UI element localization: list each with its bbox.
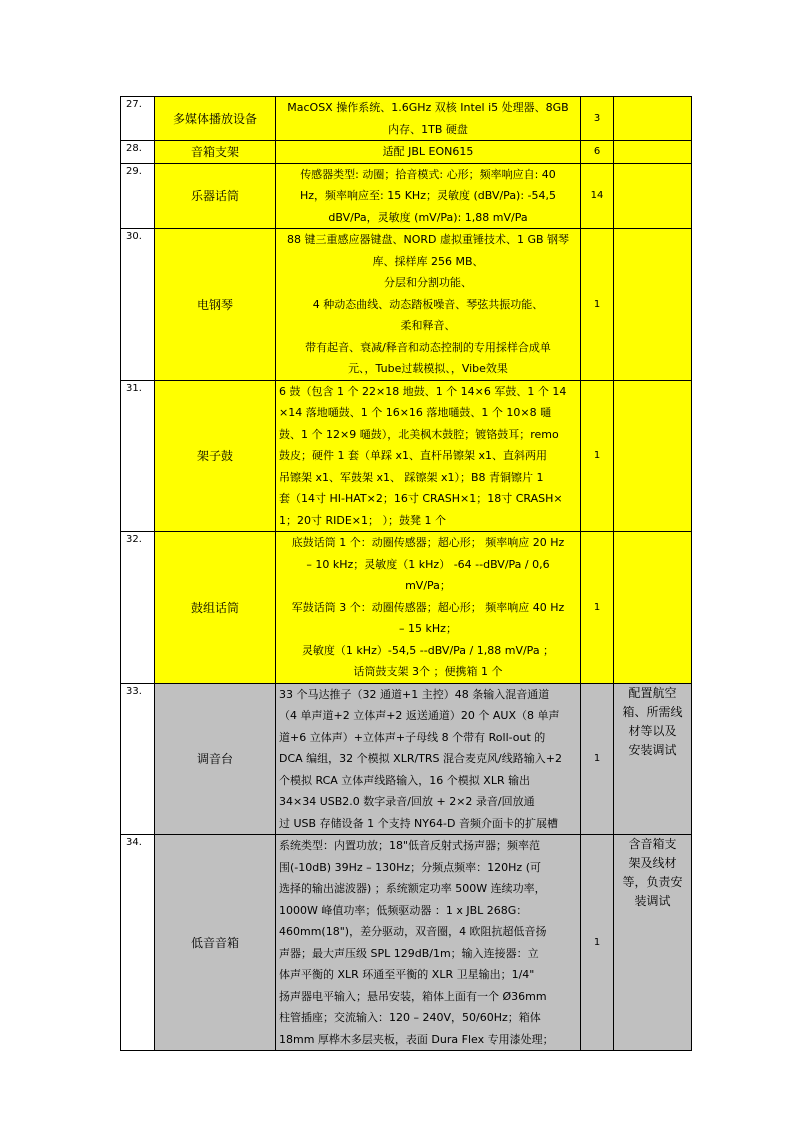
equipment-name: 多媒体播放设备 xyxy=(155,97,276,141)
spec-line: 柔和释音、 xyxy=(400,319,456,332)
spec-line: 声器；最大声压级 SPL 129dB/1m；输入连接器：立 xyxy=(279,946,539,960)
row-number: 34. xyxy=(121,835,155,1051)
spec-line: 扬声器电平输入；悬吊安装，箱体上面有一个 Ø36mm xyxy=(279,989,547,1003)
spec-line: 军鼓话筒 3 个：动圈传感器；超心形； 频率响应 40 Hz xyxy=(291,600,565,614)
equipment-spec-table xyxy=(120,96,692,1051)
remarks xyxy=(614,141,692,164)
spec-line: 适配 JBL EON615 xyxy=(382,145,474,158)
spec-line: 围(-10dB) 39Hz – 130Hz；分频点频率：120Hz (可 xyxy=(279,860,541,874)
equipment-name: 乐器话筒 xyxy=(155,163,276,229)
remark-line: 架及线材 xyxy=(628,856,677,870)
remark-line: 装调试 xyxy=(634,894,671,908)
spec-line: 底鼓话筒 1 个：动圈传感器；超心形； 频率响应 20 Hz xyxy=(291,536,565,549)
table-row xyxy=(121,683,692,835)
table-row xyxy=(121,97,692,141)
row-number: 29. xyxy=(121,163,155,229)
table-row xyxy=(121,532,692,684)
row-number: 33. xyxy=(121,683,155,835)
spec-line: mV/Pa； xyxy=(405,579,451,592)
spec-line: 鼓、1 个 12×9 嗵鼓），北美枫木鼓腔；镀铬鼓耳；remo xyxy=(279,427,559,441)
quantity: 1 xyxy=(581,532,614,684)
remark-line: 含音箱支 xyxy=(628,837,677,851)
remarks xyxy=(614,163,692,229)
spec-line: dBV/Pa，灵敏度 (mV/Pa): 1,88 mV/Pa xyxy=(328,210,528,224)
spec-line: 34×34 USB2.0 数字录音/回放 + 2×2 录音/回放通 xyxy=(279,795,535,808)
spec-line: ×14 落地嗵鼓、1 个 16×16 落地嗵鼓、1 个 10×8 嗵 xyxy=(279,406,552,419)
spec-line: 内存、1TB 硬盘 xyxy=(388,122,468,136)
quantity: 1 xyxy=(581,683,614,835)
quantity: 1 xyxy=(581,380,614,532)
spec-line: 选择的输出滤波器) ；系统额定功率 500W 连续功率， xyxy=(279,882,546,895)
remarks xyxy=(614,229,692,381)
spec-line: – 15 kHz； xyxy=(399,622,457,635)
quantity: 1 xyxy=(581,835,614,1051)
spec-line: 话筒鼓支架 3个 ；便携箱 1 个 xyxy=(353,665,503,678)
row-number: 27. xyxy=(121,97,155,141)
remarks xyxy=(614,835,692,1051)
spec-line: 吊镲架 x1、军鼓架 x1、 踩镲架 x1）；B8 青铜镲片 1 xyxy=(279,470,544,484)
spec-line: 元、，Tube过载模拟、，Vibe效果 xyxy=(348,362,508,375)
table-row xyxy=(121,380,692,532)
equipment-name: 电钢琴 xyxy=(155,229,276,381)
equipment-name: 低音音箱 xyxy=(155,835,276,1051)
equipment-spec xyxy=(276,683,581,835)
spec-line: 库、採样库 256 MB、 xyxy=(372,254,484,268)
remarks xyxy=(614,97,692,141)
spec-line: – 10 kHz；灵敏度（1 kHz） -64 --dBV/Pa / 0,6 xyxy=(306,557,550,571)
equipment-spec xyxy=(276,835,581,1051)
equipment-spec xyxy=(276,163,581,229)
spec-line: 1；20寸 RIDE×1； ）；鼓凳 1 个 xyxy=(279,513,447,527)
spec-line: 传感器类型: 动圈；拾音模式: 心形；频率响应自: 40 xyxy=(300,167,556,181)
table-row xyxy=(121,141,692,164)
spec-line: 18mm 厚桦木多层夹板，表面 Dura Flex 专用漆处理； xyxy=(279,1032,554,1046)
spec-line: 套（14寸 HI-HAT×2；16寸 CRASH×1；18寸 CRASH× xyxy=(279,492,563,505)
remarks xyxy=(614,380,692,532)
equipment-name: 鼓组话筒 xyxy=(155,532,276,684)
spec-line: 个模拟 RCA 立体声线路输入，16 个模拟 XLR 输出 xyxy=(279,773,531,787)
spec-line: 过 USB 存储设备 1 个支持 NY64-D 音频介面卡的扩展槽 xyxy=(279,816,558,830)
spec-line: 33 个马达推子（32 通道+1 主控）48 条输入混音通道 xyxy=(279,687,550,701)
remarks xyxy=(614,532,692,684)
spec-line: 1000W 峰值功率；低频驱动器 ：1 x JBL 268G： xyxy=(279,903,528,917)
equipment-spec xyxy=(276,380,581,532)
quantity: 14 xyxy=(581,163,614,229)
spec-line: 4 种动态曲线、动态踏板噪音、琴弦共振功能、 xyxy=(312,297,544,311)
equipment-name: 音箱支架 xyxy=(155,141,276,164)
spec-line: 柱管插座；交流输入：120 – 240V，50/60Hz；箱体 xyxy=(279,1011,541,1024)
table-row xyxy=(121,163,692,229)
row-number: 32. xyxy=(121,532,155,684)
equipment-spec xyxy=(276,97,581,141)
quantity: 1 xyxy=(581,229,614,381)
spec-line: 系统类型：内置功放；18"低音反射式扬声器；频率范 xyxy=(279,839,541,852)
remark-line: 安装调试 xyxy=(628,742,677,757)
spec-line: 88 键三重感应器键盘、NORD 虚拟重锤技术、1 GB 钢琴 xyxy=(286,233,570,246)
spec-line: DCA 编组，32 个模拟 XLR/TRS 混合麦克风/线路输入+2 xyxy=(279,752,562,765)
spec-line: 鼓皮；硬件 1 套（单踩 x1、直杆吊镲架 x1、直斜两用 xyxy=(279,449,547,462)
equipment-spec xyxy=(276,229,581,381)
spec-line: 分层和分割功能、 xyxy=(384,276,472,289)
table-row xyxy=(121,835,692,1051)
remark-line: 材等以及 xyxy=(628,723,677,738)
table-body xyxy=(121,97,692,1051)
spec-line: 460mm(18")，差分驱动，双音圈，4 欧阻抗超低音扬 xyxy=(279,925,547,938)
spec-line: 6 鼓（包含 1 个 22×18 地鼓、1 个 14×6 军鼓、1 个 14 xyxy=(279,384,567,398)
spec-line: 带有起音、衰减/释音和动态控制的专用採样合成单 xyxy=(305,340,551,354)
equipment-name: 架子鼓 xyxy=(155,380,276,532)
quantity: 6 xyxy=(581,141,614,164)
table-row xyxy=(121,229,692,381)
equipment-spec xyxy=(276,141,581,164)
spec-line: MacOSX 操作系统、1.6GHz 双核 Intel i5 处理器、8GB xyxy=(287,101,569,114)
row-number: 28. xyxy=(121,141,155,164)
equipment-name: 调音台 xyxy=(155,683,276,835)
row-number: 30. xyxy=(121,229,155,381)
remarks xyxy=(614,683,692,835)
spec-line: 体声平衡的 XLR 环通至平衡的 XLR 卫星输出；1/4" xyxy=(279,968,535,981)
spec-line: （4 单声道+2 立体声+2 返送通道）20 个 AUX（8 单声 xyxy=(279,709,560,722)
spec-line: Hz，频率响应至: 15 KHz；灵敏度 (dBV/Pa): -54,5 xyxy=(299,189,557,202)
remark-line: 配置航空 xyxy=(628,685,677,700)
row-number: 31. xyxy=(121,380,155,532)
spec-line: 道+6 立体声）+立体声+子母线 8 个带有 Roll-out 的 xyxy=(279,730,546,744)
remark-line: 等，负责安 xyxy=(622,875,683,889)
spec-line: 灵敏度（1 kHz）-54,5 --dBV/Pa / 1,88 mV/Pa ； xyxy=(301,643,555,657)
remark-line: 箱、所需线 xyxy=(622,704,683,719)
quantity: 3 xyxy=(581,97,614,141)
equipment-spec xyxy=(276,532,581,684)
